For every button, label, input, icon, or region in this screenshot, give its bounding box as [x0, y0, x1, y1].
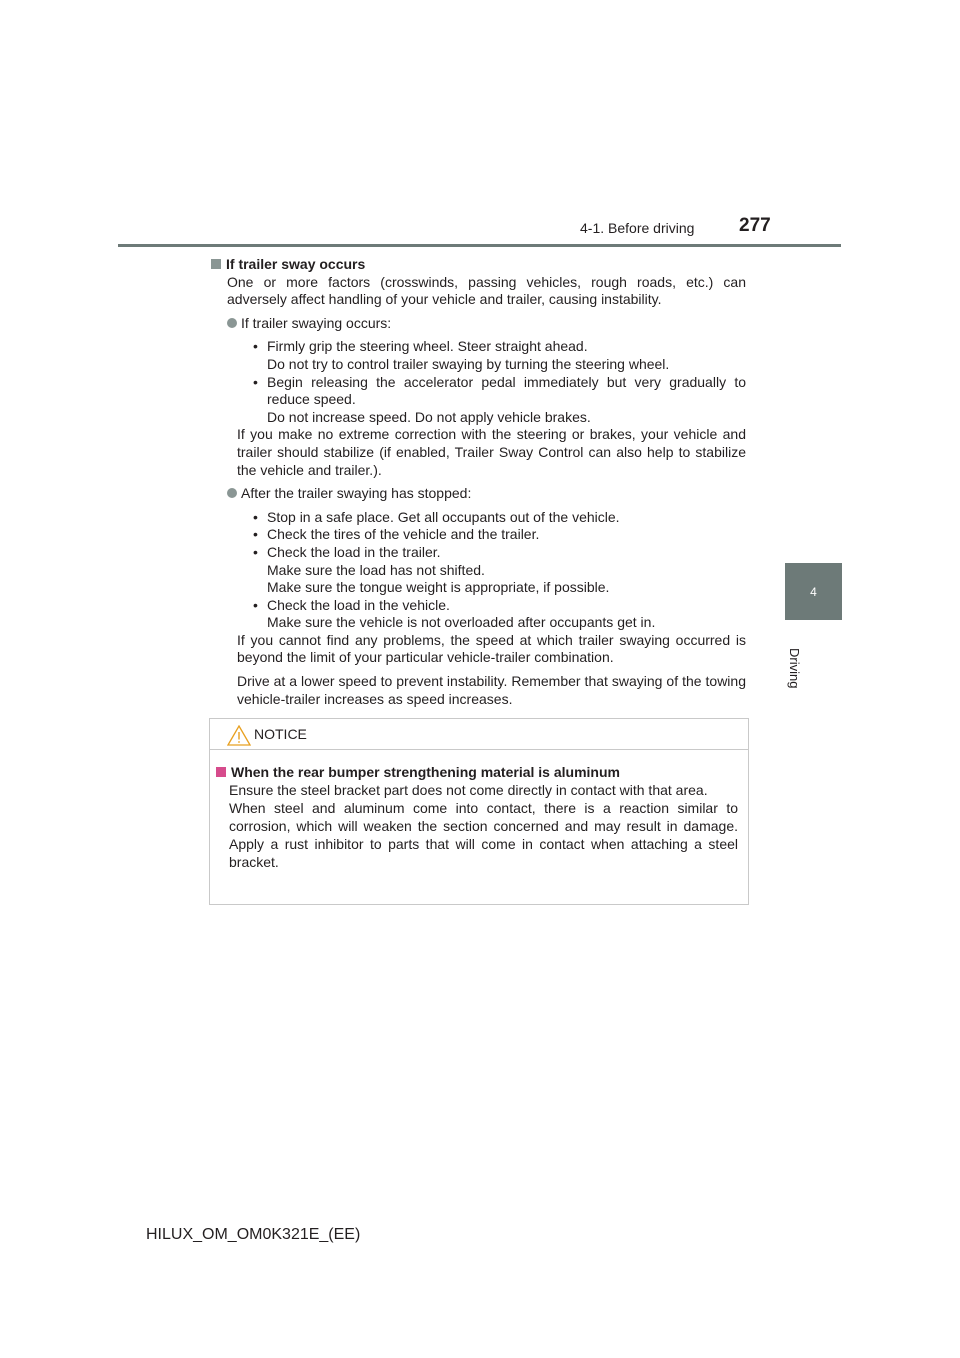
- notice-text: [229, 781, 738, 871]
- warning-triangle-icon: [227, 725, 251, 746]
- dot-bullet-icon: •: [253, 543, 258, 560]
- document-code: HILUX_OM_OM0K321E_(EE): [146, 1226, 361, 1243]
- chapter-number: 4: [810, 584, 817, 599]
- page-number: 277: [739, 215, 771, 236]
- dot-bullet-icon: •: [253, 508, 258, 525]
- list-item: [253, 526, 746, 544]
- item-swaying-occurs: [227, 315, 746, 333]
- item-swaying-occurs-label: If trailer swaying occurs:: [241, 314, 392, 331]
- notice-heading: [216, 763, 738, 781]
- list-item-text: Begin releasing the accelerator pedal immediately but very gradually to reduce speed.: [267, 373, 746, 408]
- circle-bullet-icon: [227, 488, 237, 498]
- dot-bullet-icon: •: [253, 596, 258, 613]
- item2-after1: If you cannot find any problems, the speed at which trailer swaying occurred is beyond the limit of your particular vehicle-trailer combination.: [237, 631, 746, 666]
- item-swaying-stopped: [227, 485, 746, 503]
- list-item-cont: Make sure the load has not shifted.: [267, 561, 485, 578]
- sway-heading-text: If trailer sway occurs: [226, 256, 366, 272]
- list-item-text: Firmly grip the steering wheel. Steer straight ahead.: [267, 338, 588, 355]
- list-item: [253, 338, 746, 373]
- notice-para1: Ensure the steel bracket part does not come directly in contact with that area.: [229, 782, 708, 798]
- chapter-tab[interactable]: [785, 563, 842, 620]
- section-title: 4-1. Before driving: [580, 220, 695, 236]
- item1-sublist: [253, 338, 746, 426]
- notice-header: [210, 719, 748, 750]
- list-item-text: Check the tires of the vehicle and the trailer.: [267, 526, 540, 543]
- list-item-text: Stop in a safe place. Get all occupants out of the vehicle.: [267, 508, 620, 525]
- dot-bullet-icon: •: [253, 526, 258, 543]
- list-item-text: Check the load in the trailer.: [267, 543, 441, 560]
- notice-title: NOTICE: [254, 726, 307, 742]
- list-item-cont: Make sure the tongue weight is appropriate, if possible.: [267, 579, 610, 596]
- chapter-label: [784, 648, 804, 708]
- item-swaying-stopped-label: After the trailer swaying has stopped:: [241, 485, 472, 502]
- sway-heading: [211, 256, 746, 274]
- dot-bullet-icon: •: [253, 373, 258, 390]
- notice-heading-text: When the rear bumper strengthening material is aluminum: [231, 764, 620, 780]
- header-divider: [118, 244, 841, 247]
- square-bullet-icon: [211, 259, 221, 269]
- sway-body: [227, 274, 746, 709]
- list-item-cont: Do not increase speed. Do not apply vehicle brakes.: [267, 408, 591, 425]
- list-item: [253, 374, 746, 427]
- list-item: [253, 544, 746, 597]
- notice-body: [210, 750, 748, 871]
- notice-box: [209, 718, 749, 905]
- item1-after: If you make no extreme correction with the steering or brakes, your vehicle and trailer should stabilize (if enabled, Trailer Sway Control can also help to stabilize the vehicle and trailer.).: [237, 426, 746, 478]
- list-item: [253, 597, 746, 632]
- square-bullet-icon: [216, 767, 226, 777]
- list-item-text: Check the load in the vehicle.: [267, 596, 450, 613]
- item2-sublist: [253, 509, 746, 632]
- list-item: [253, 509, 746, 527]
- notice-para2: When steel and aluminum come into contact, there is a reaction similar to corrosion, which will weaken the section concerned and may result in damage. Apply a rust inhibitor to parts that will come in contact when attaching a steel bracket.: [229, 800, 738, 870]
- sway-intro: One or more factors (crosswinds, passing vehicles, rough roads, etc.) can adversely affect handling of your vehicle and trailer, causing instability.: [227, 273, 746, 308]
- list-item-cont: Make sure the vehicle is not overloaded after occupants get in.: [267, 614, 656, 631]
- chapter-label-text: Driving: [787, 648, 802, 689]
- circle-bullet-icon: [227, 318, 237, 328]
- main-content: [211, 256, 746, 708]
- list-item-cont: Do not try to control trailer swaying by turning the steering wheel.: [267, 355, 670, 372]
- dot-bullet-icon: •: [253, 338, 258, 355]
- item2-after2: Drive at a lower speed to prevent instability. Remember that swaying of the towing vehicle-trailer increases as speed increases.: [237, 673, 746, 707]
